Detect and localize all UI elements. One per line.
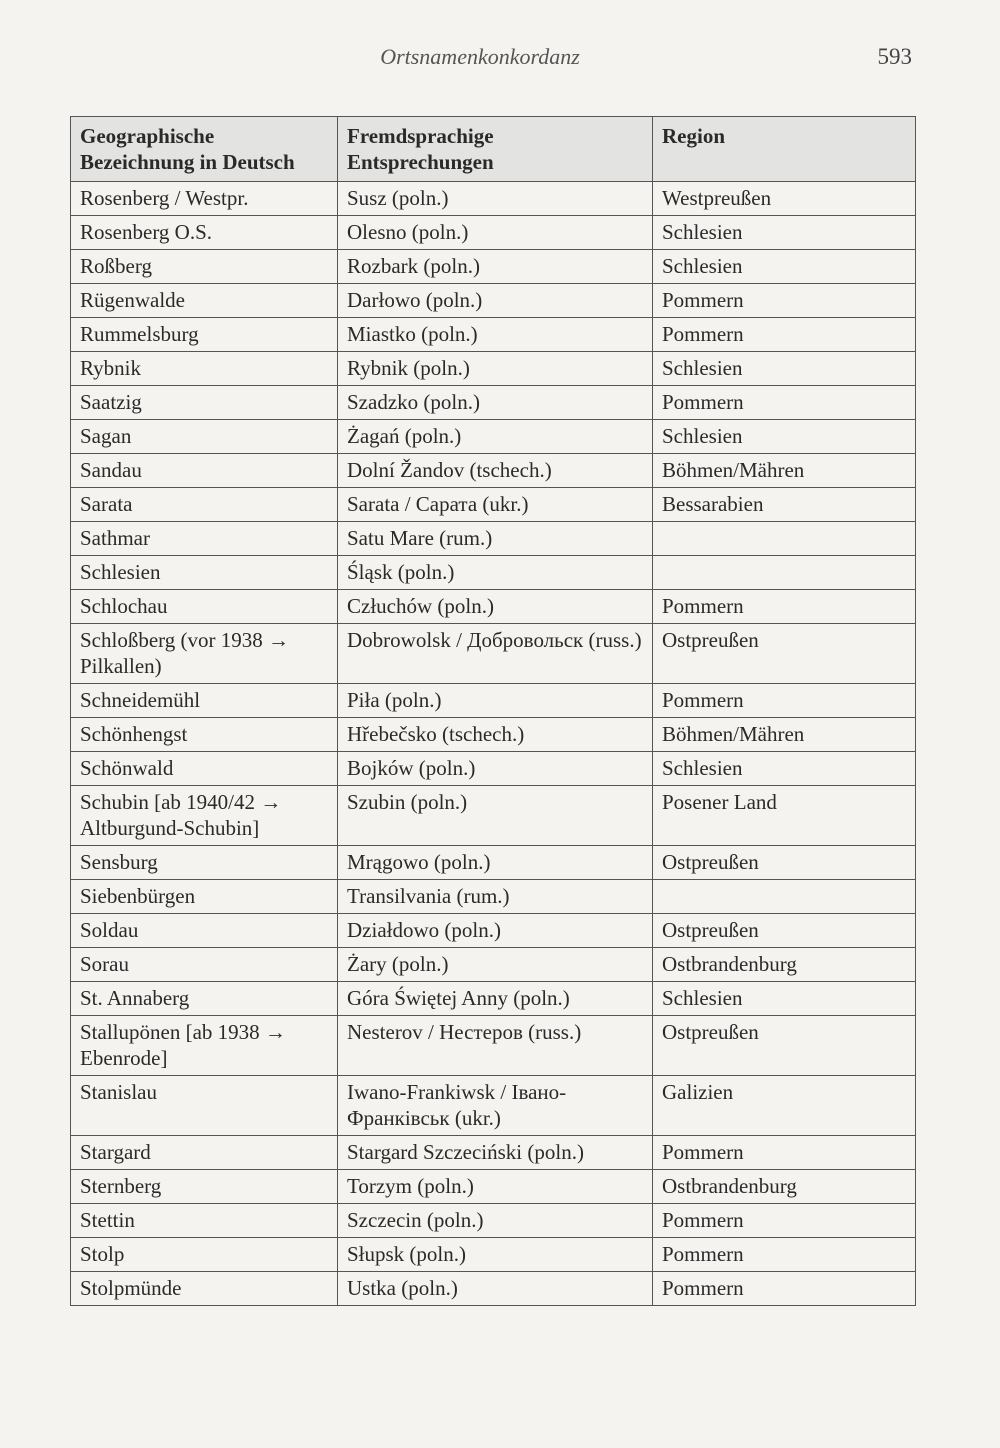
- region-cell: Ostbrandenburg: [653, 1170, 916, 1204]
- german-name-cell: Stallupönen [ab 1938 → Ebenrode]: [71, 1016, 338, 1076]
- german-name-cell: Schubin [ab 1940/42 → Altburgund-Schubin]: [71, 786, 338, 846]
- foreign-name-cell: Żary (poln.): [338, 948, 653, 982]
- german-name-cell: Rummelsburg: [71, 318, 338, 352]
- table-row: [71, 880, 916, 914]
- foreign-name-cell: Sarata / Сарата (ukr.): [338, 488, 653, 522]
- region-cell: Pommern: [653, 590, 916, 624]
- german-name-cell: Stolpmünde: [71, 1272, 338, 1306]
- german-name-cell: Stettin: [71, 1204, 338, 1238]
- foreign-name-cell: Żagań (poln.): [338, 420, 653, 454]
- foreign-name-cell: Stargard Szczeciński (poln.): [338, 1136, 653, 1170]
- table-row: [71, 624, 916, 684]
- german-name-cell: Sorau: [71, 948, 338, 982]
- table-header-row: [71, 117, 916, 182]
- foreign-name-cell: Piła (poln.): [338, 684, 653, 718]
- region-cell: Ostpreußen: [653, 846, 916, 880]
- german-name-cell: Schlochau: [71, 590, 338, 624]
- table-row: [71, 786, 916, 846]
- table-row: [71, 948, 916, 982]
- table-row: [71, 1016, 916, 1076]
- table-row: [71, 182, 916, 216]
- foreign-name-cell: Szadzko (poln.): [338, 386, 653, 420]
- german-name-cell: Stargard: [71, 1136, 338, 1170]
- german-name-cell: Sarata: [71, 488, 338, 522]
- region-cell: Pommern: [653, 1136, 916, 1170]
- table-row: [71, 488, 916, 522]
- region-cell: Schlesien: [653, 982, 916, 1016]
- region-cell: Bessarabien: [653, 488, 916, 522]
- german-name-cell: Stanislau: [71, 1076, 338, 1136]
- region-cell: Ostpreußen: [653, 624, 916, 684]
- foreign-name-cell: Iwano-Frankiwsk / Івано-Франківськ (ukr.): [338, 1076, 653, 1136]
- foreign-name-cell: Miastko (poln.): [338, 318, 653, 352]
- region-cell: Böhmen/Mähren: [653, 454, 916, 488]
- foreign-name-cell: Hřebečsko (tschech.): [338, 718, 653, 752]
- column-header-foreign: Fremdsprachige Entsprechungen: [338, 117, 653, 182]
- region-cell: Pommern: [653, 386, 916, 420]
- german-name-cell: Schloßberg (vor 1938 → Pilkallen): [71, 624, 338, 684]
- foreign-name-cell: Torzym (poln.): [338, 1170, 653, 1204]
- region-cell: Galizien: [653, 1076, 916, 1136]
- table-row: [71, 556, 916, 590]
- region-cell: Schlesien: [653, 752, 916, 786]
- region-cell: Böhmen/Mähren: [653, 718, 916, 752]
- table-row: [71, 982, 916, 1016]
- region-cell: Pommern: [653, 284, 916, 318]
- table-row: [71, 752, 916, 786]
- german-name-cell: Sathmar: [71, 522, 338, 556]
- table-row: [71, 284, 916, 318]
- region-cell: Posener Land: [653, 786, 916, 846]
- foreign-name-cell: Słupsk (poln.): [338, 1238, 653, 1272]
- german-name-cell: Schönhengst: [71, 718, 338, 752]
- foreign-name-cell: Olesno (poln.): [338, 216, 653, 250]
- region-cell: [653, 522, 916, 556]
- region-cell: Ostpreußen: [653, 914, 916, 948]
- foreign-name-cell: Szubin (poln.): [338, 786, 653, 846]
- table-row: [71, 1204, 916, 1238]
- german-name-cell: Sagan: [71, 420, 338, 454]
- foreign-name-cell: Ustka (poln.): [338, 1272, 653, 1306]
- foreign-name-cell: Nesterov / Нестеров (russ.): [338, 1016, 653, 1076]
- region-cell: Schlesien: [653, 250, 916, 284]
- foreign-name-cell: Człuchów (poln.): [338, 590, 653, 624]
- foreign-name-cell: Transilvania (rum.): [338, 880, 653, 914]
- table-row: [71, 386, 916, 420]
- foreign-name-cell: Szczecin (poln.): [338, 1204, 653, 1238]
- table-row: [71, 1272, 916, 1306]
- german-name-cell: St. Annaberg: [71, 982, 338, 1016]
- foreign-name-cell: Satu Mare (rum.): [338, 522, 653, 556]
- table-row: [71, 1076, 916, 1136]
- foreign-name-cell: Dolní Žandov (tschech.): [338, 454, 653, 488]
- german-name-cell: Siebenbürgen: [71, 880, 338, 914]
- table-row: [71, 1170, 916, 1204]
- foreign-name-cell: Dobrowolsk / Добровольск (russ.): [338, 624, 653, 684]
- table-row: [71, 1238, 916, 1272]
- column-header-region: Region: [653, 117, 916, 182]
- region-cell: Ostbrandenburg: [653, 948, 916, 982]
- place-name-concordance-table: [70, 116, 916, 1306]
- table-row: [71, 718, 916, 752]
- german-name-cell: Rügenwalde: [71, 284, 338, 318]
- german-name-cell: Saatzig: [71, 386, 338, 420]
- german-name-cell: Sensburg: [71, 846, 338, 880]
- table-row: [71, 846, 916, 880]
- german-name-cell: Rybnik: [71, 352, 338, 386]
- german-name-cell: Soldau: [71, 914, 338, 948]
- table-row: [71, 522, 916, 556]
- foreign-name-cell: Mrągowo (poln.): [338, 846, 653, 880]
- foreign-name-cell: Bojków (poln.): [338, 752, 653, 786]
- region-cell: Pommern: [653, 1204, 916, 1238]
- page-number: 593: [877, 44, 912, 69]
- column-header-german: Geographische Bezeichnung in Deutsch: [71, 117, 338, 182]
- table-row: [71, 1136, 916, 1170]
- region-cell: Pommern: [653, 1272, 916, 1306]
- table-row: [71, 420, 916, 454]
- german-name-cell: Rosenberg / Westpr.: [71, 182, 338, 216]
- region-cell: Westpreußen: [653, 182, 916, 216]
- german-name-cell: Sternberg: [71, 1170, 338, 1204]
- german-name-cell: Sandau: [71, 454, 338, 488]
- foreign-name-cell: Rozbark (poln.): [338, 250, 653, 284]
- region-cell: Schlesien: [653, 352, 916, 386]
- german-name-cell: Schönwald: [71, 752, 338, 786]
- table-row: [71, 216, 916, 250]
- region-cell: [653, 880, 916, 914]
- table-row: [71, 590, 916, 624]
- table-row: [71, 684, 916, 718]
- table-row: [71, 914, 916, 948]
- running-header: [0, 44, 1000, 78]
- foreign-name-cell: Susz (poln.): [338, 182, 653, 216]
- foreign-name-cell: Góra Świętej Anny (poln.): [338, 982, 653, 1016]
- german-name-cell: Schlesien: [71, 556, 338, 590]
- region-cell: Schlesien: [653, 420, 916, 454]
- german-name-cell: Stolp: [71, 1238, 338, 1272]
- table-row: [71, 352, 916, 386]
- table-row: [71, 454, 916, 488]
- region-cell: Pommern: [653, 1238, 916, 1272]
- german-name-cell: Roßberg: [71, 250, 338, 284]
- region-cell: Ostpreußen: [653, 1016, 916, 1076]
- region-cell: Schlesien: [653, 216, 916, 250]
- region-cell: [653, 556, 916, 590]
- foreign-name-cell: Śląsk (poln.): [338, 556, 653, 590]
- region-cell: Pommern: [653, 318, 916, 352]
- table-row: [71, 250, 916, 284]
- region-cell: Pommern: [653, 684, 916, 718]
- foreign-name-cell: Rybnik (poln.): [338, 352, 653, 386]
- table-row: [71, 318, 916, 352]
- german-name-cell: Schneidemühl: [71, 684, 338, 718]
- foreign-name-cell: Działdowo (poln.): [338, 914, 653, 948]
- table-body: [71, 182, 916, 1306]
- foreign-name-cell: Darłowo (poln.): [338, 284, 653, 318]
- running-title: Ortsnamenkonkordanz: [380, 44, 580, 69]
- german-name-cell: Rosenberg O.S.: [71, 216, 338, 250]
